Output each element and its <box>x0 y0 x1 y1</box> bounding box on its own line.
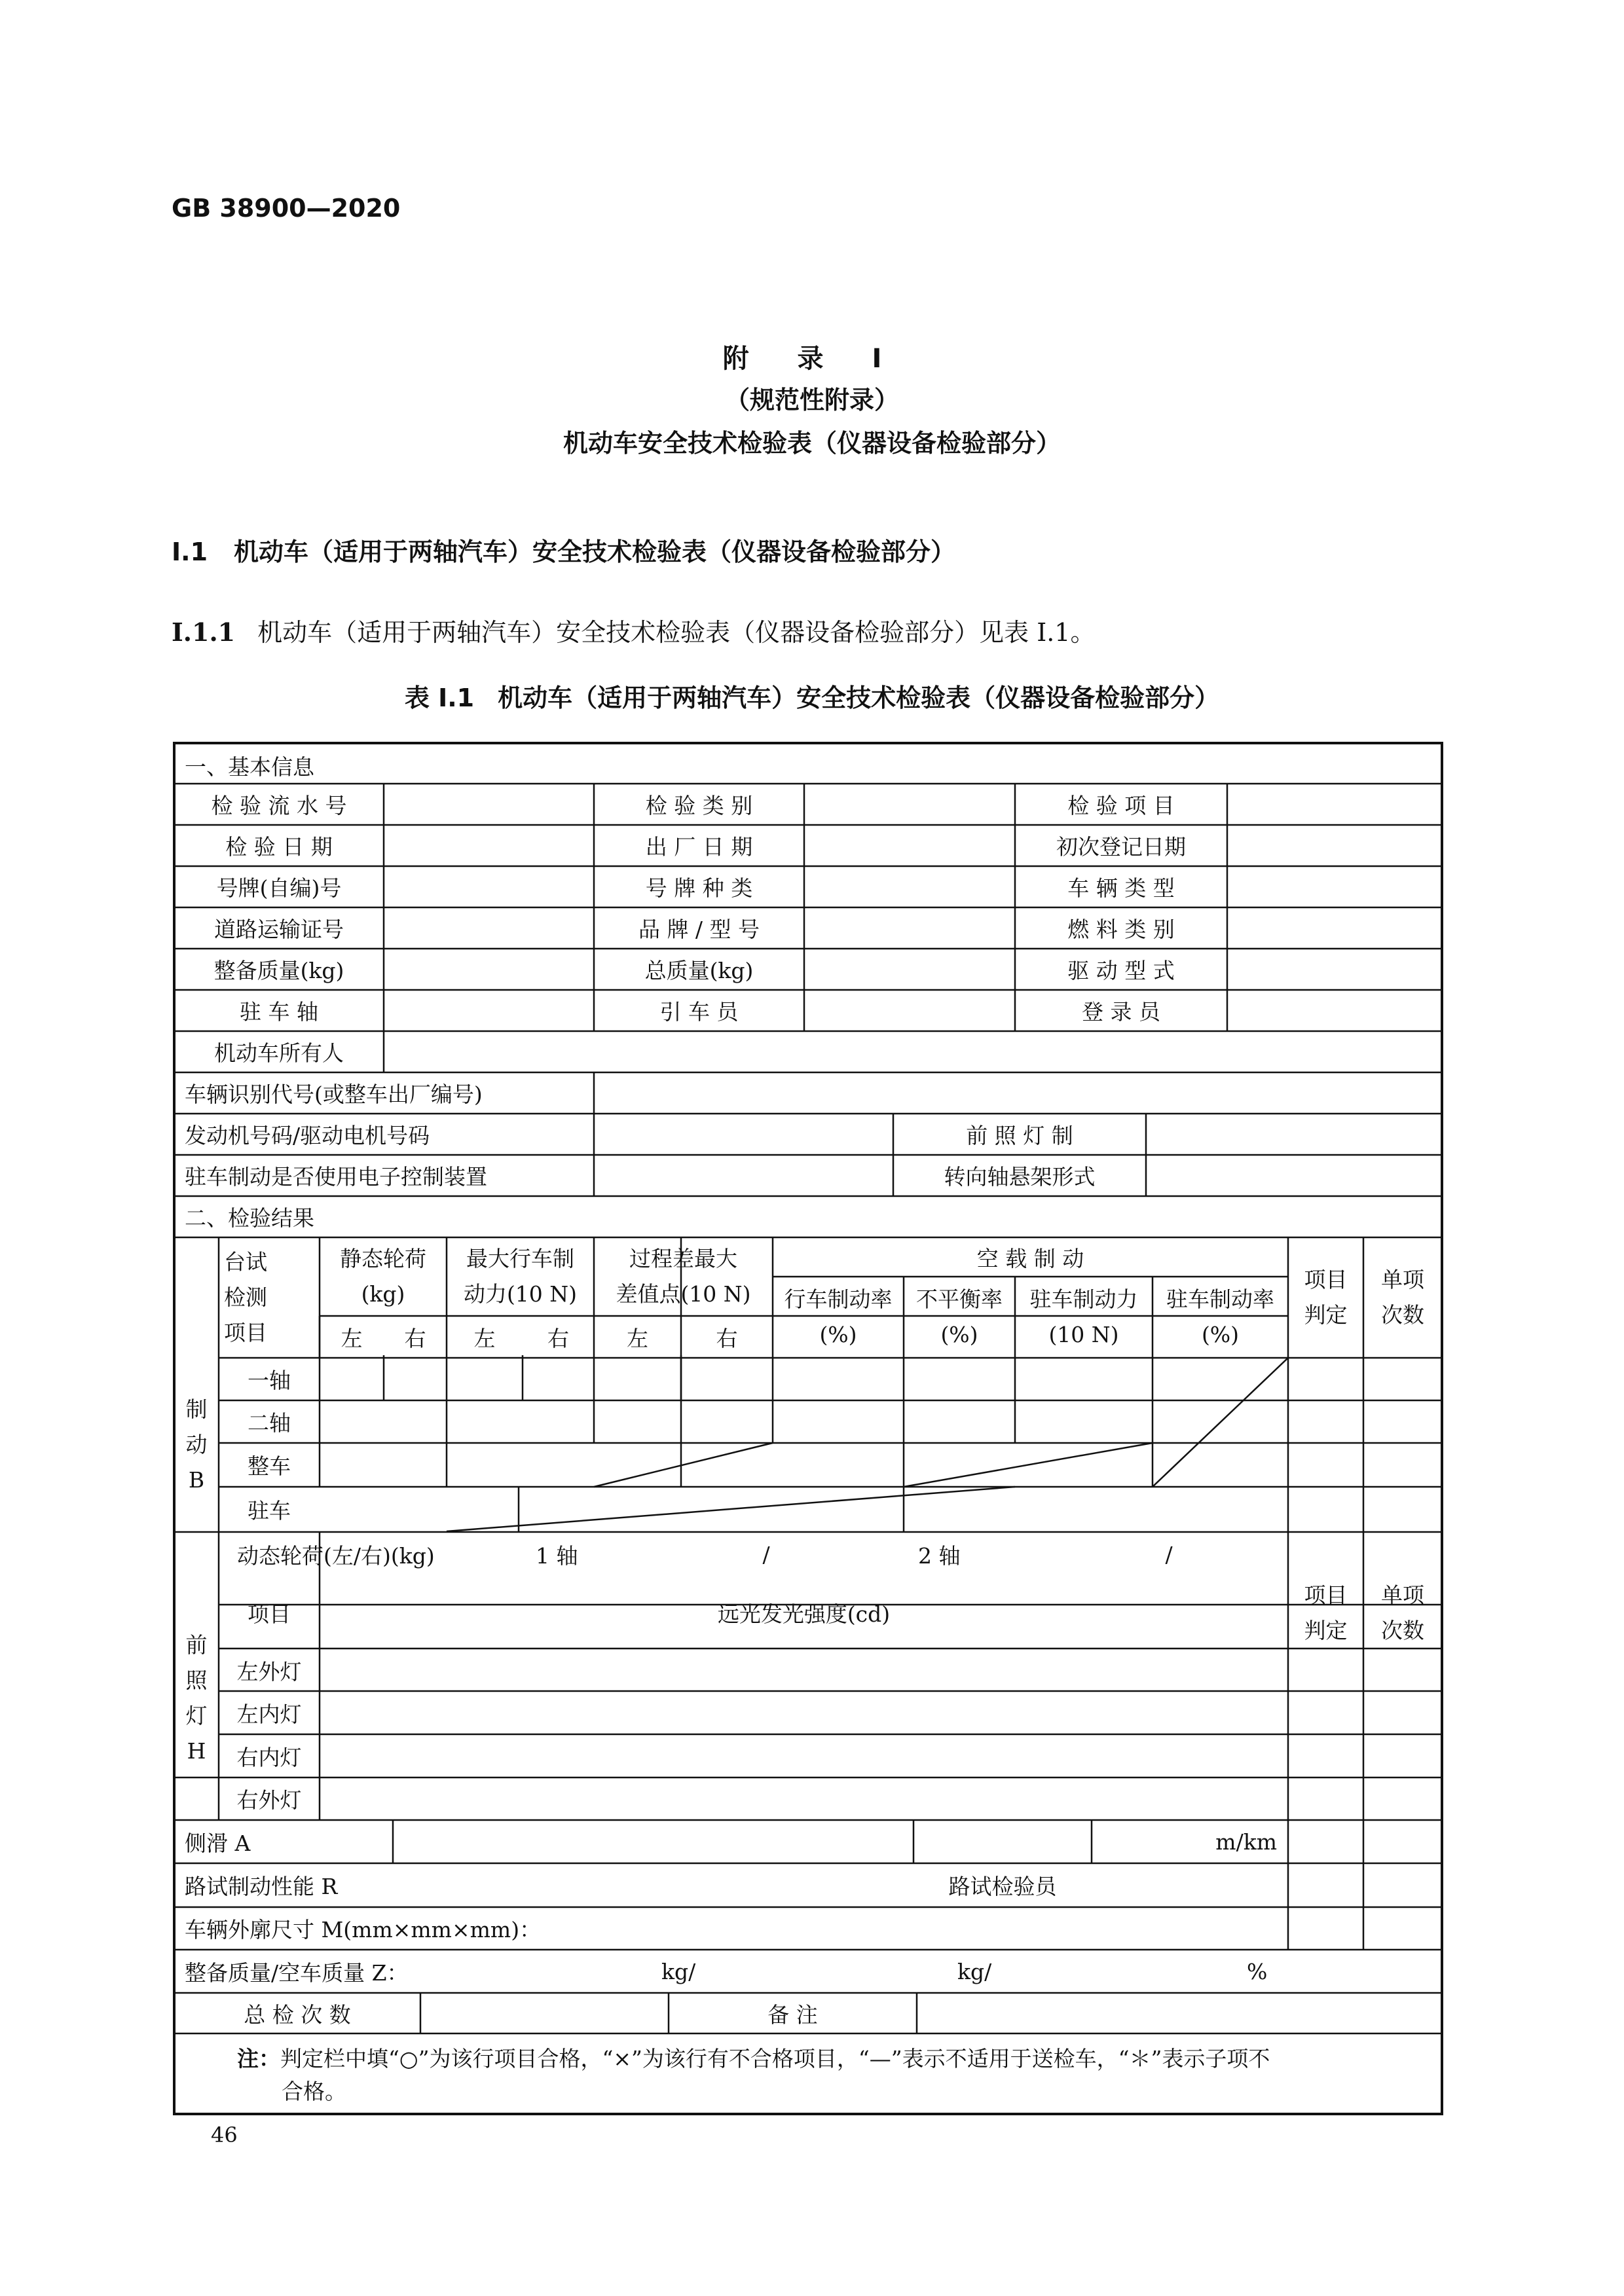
dynamic-axle1-label: 1 轴 <box>536 1542 578 1569</box>
header-diff-left: 左 <box>627 1325 648 1351</box>
road-test-label: 路试制动性能 R <box>185 1874 338 1899</box>
header-parking-rate: 驻车制动率 (%) <box>1166 1286 1274 1347</box>
side-slip-unit: m/km <box>1215 1829 1277 1855</box>
side-slip-label: 侧滑 A <box>185 1830 251 1856</box>
headlamp-intensity-header: 远光发光强度(cd) <box>717 1601 891 1627</box>
transport-cert-field[interactable] <box>384 907 594 949</box>
table-title: 机动车（适用于两轴汽车）安全技术检验表（仪器设备检验部分） <box>498 683 1220 712</box>
header-max-brake-force: 最大行车制 动力(10 N) <box>463 1246 578 1307</box>
label-registrar: 登 录 员 <box>1082 999 1160 1025</box>
label-total-mass: 总质量(kg) <box>644 958 754 983</box>
label-vehicle-type: 车 辆 类 型 <box>1067 875 1175 901</box>
mass-ratio-unit1: kg/ <box>661 1958 696 1984</box>
label-fuel-type: 燃 料 类 别 <box>1067 917 1175 942</box>
header-empty-brake: 空 载 制 动 <box>976 1245 1084 1271</box>
mass-ratio-unit3: % <box>1247 1958 1268 1984</box>
first-reg-date-field[interactable] <box>1227 825 1442 866</box>
header-force-right: 右 <box>547 1325 569 1351</box>
note-line2: 合格。 <box>282 2079 346 2104</box>
header-parking-force: 驻车制动力 (10 N) <box>1029 1286 1138 1347</box>
vin-field[interactable] <box>594 1072 1442 1114</box>
mass-ratio-label: 整备质量/空车质量 Z： <box>185 1959 409 1986</box>
curb-mass-field[interactable] <box>384 949 594 990</box>
headlamp-item-header: 项目 <box>248 1601 291 1627</box>
label-engine-no: 发动机号码/驱动电机号码 <box>185 1123 430 1148</box>
road-test-inspector-label: 路试检验员 <box>948 1874 1057 1899</box>
label-transport-cert: 道路运输证号 <box>214 917 344 942</box>
remarks-field[interactable] <box>917 1993 1442 2033</box>
serial-no-field[interactable] <box>384 784 594 825</box>
table-number: 表 I.1 <box>404 683 475 712</box>
label-parking-axle: 驻 车 轴 <box>240 999 318 1025</box>
guide-driver-field[interactable] <box>804 990 1015 1031</box>
appendix-name: 机动车安全技术检验表（仪器设备检验部分） <box>563 429 1061 458</box>
total-count-field[interactable] <box>420 1993 669 2033</box>
label-vin: 车辆识别代号(或整车出厂编号) <box>185 1082 483 1107</box>
label-plate-type: 号 牌 种 类 <box>645 875 753 901</box>
label-headlamp-system: 前 照 灯 制 <box>966 1123 1073 1148</box>
total-mass-field[interactable] <box>804 949 1015 990</box>
subsection-text: 机动车（适用于两轴汽车）安全技术检验表（仪器设备检验部分）见表 I.1。 <box>257 618 1096 647</box>
header-static-left: 左 <box>341 1325 363 1351</box>
brake-row-vehicle: 整车 <box>248 1453 291 1479</box>
brake-row-axle1: 一轴 <box>248 1368 291 1393</box>
page-number: 46 <box>211 2123 238 2147</box>
inspect-date-field[interactable] <box>384 825 594 866</box>
total-count-label: 总 检 次 数 <box>244 2001 351 2028</box>
header-imbalance-rate: 不平衡率 (%) <box>916 1286 1003 1347</box>
parking-axle-field[interactable] <box>384 990 594 1031</box>
dynamic-load-label: 动态轮荷(左/右)(kg) <box>237 1542 435 1569</box>
dimensions-label: 车辆外廓尺寸 M(mm×mm×mm)： <box>185 1917 542 1942</box>
header-item-judge: 项目 判定 <box>1304 1267 1348 1328</box>
label-factory-date: 出 厂 日 期 <box>645 834 753 860</box>
label-plate-no: 号牌(自编)号 <box>216 875 342 901</box>
section-number: I.1 <box>172 538 208 566</box>
label-inspect-item: 检 验 项 目 <box>1067 793 1175 818</box>
note-line1: 判定栏中填“○”为该行项目合格，“×”为该行有不合格项目，“—”表示不适用于送检车，“＊”表示子项不 <box>280 2046 1270 2071</box>
mass-ratio-unit2: kg/ <box>957 1958 992 1984</box>
brake-group-label: 制 动 B <box>185 1396 208 1493</box>
plate-type-field[interactable] <box>804 866 1015 907</box>
headlamp-row-left-inner: 左内灯 <box>236 1701 302 1727</box>
document-code: GB 38900—2020 <box>172 194 401 223</box>
label-inspect-category: 检 验 类 别 <box>645 793 753 818</box>
inspect-category-field[interactable] <box>804 784 1015 825</box>
label-brand-model: 品 牌 / 型 号 <box>638 917 760 942</box>
headlamp-group-label: 前 照 灯 H <box>185 1632 208 1764</box>
label-serial-no: 检 验 流 水 号 <box>211 793 347 818</box>
epb-field[interactable] <box>594 1155 893 1196</box>
dynamic-axle2-label: 2 轴 <box>918 1542 961 1569</box>
label-steer-susp: 转向轴悬架形式 <box>944 1164 1096 1190</box>
section-title: 机动车（适用于两轴汽车）安全技术检验表（仪器设备检验部分） <box>234 538 956 566</box>
header-force-left: 左 <box>473 1325 496 1351</box>
inspect-item-field[interactable] <box>1227 784 1442 825</box>
headlamp-row-right-outer: 右外灯 <box>236 1787 302 1813</box>
headlamp-system-field[interactable] <box>1146 1114 1442 1155</box>
label-first-reg-date: 初次登记日期 <box>1056 834 1186 860</box>
headlamp-row-left-outer: 左外灯 <box>236 1658 302 1685</box>
owner-field[interactable] <box>384 1031 1442 1072</box>
header-diff-right: 右 <box>716 1325 738 1351</box>
dynamic-axle2-slash: / <box>1165 1541 1173 1567</box>
header-static-load: 静态轮荷 (kg) <box>340 1246 426 1307</box>
results-heading: 二、检验结果 <box>185 1205 314 1231</box>
fuel-type-field[interactable] <box>1227 907 1442 949</box>
label-epb: 驻车制动是否使用电子控制装置 <box>185 1164 487 1190</box>
drive-type-field[interactable] <box>1227 949 1442 990</box>
header-max-diff: 过程差最大 差值点(10 N) <box>616 1246 751 1307</box>
headlamp-item-judge: 项目 判定 <box>1304 1582 1348 1643</box>
header-single-count: 单项 次数 <box>1381 1267 1424 1328</box>
steer-susp-field[interactable] <box>1146 1155 1442 1196</box>
label-owner: 机动车所有人 <box>214 1040 344 1066</box>
header-test-item: 台试 检测 项目 <box>224 1249 267 1345</box>
brake-row-axle2: 二轴 <box>248 1410 291 1436</box>
brand-model-field[interactable] <box>804 907 1015 949</box>
dynamic-axle1-slash: / <box>762 1541 770 1567</box>
header-service-brake-rate: 行车制动率 (%) <box>784 1286 893 1347</box>
vehicle-type-field[interactable] <box>1227 866 1442 907</box>
label-curb-mass: 整备质量(kg) <box>213 958 344 983</box>
remarks-label: 备 注 <box>767 2001 818 2028</box>
brake-row-parking: 驻车 <box>248 1498 291 1523</box>
headlamp-row-right-inner: 右内灯 <box>236 1744 302 1770</box>
header-static-right: 右 <box>404 1325 426 1351</box>
appendix-title: 附 录 I <box>722 344 902 374</box>
label-drive-type: 驱 动 型 式 <box>1067 958 1175 983</box>
label-guide-driver: 引 车 员 <box>659 999 739 1025</box>
label-inspect-date: 检 验 日 期 <box>225 834 333 860</box>
engine-no-field[interactable] <box>594 1114 893 1155</box>
note-prefix: 注： <box>237 2046 280 2071</box>
plate-no-field[interactable] <box>384 866 594 907</box>
appendix-subtitle: （规范性附录） <box>724 386 899 414</box>
factory-date-field[interactable] <box>804 825 1015 866</box>
headlamp-single-count: 单项 次数 <box>1381 1582 1424 1643</box>
subsection-number: I.1.1 <box>172 617 236 647</box>
registrar-field[interactable] <box>1227 990 1442 1031</box>
basic-info-heading: 一、基本信息 <box>185 754 314 780</box>
table-note <box>237 2043 1435 2108</box>
